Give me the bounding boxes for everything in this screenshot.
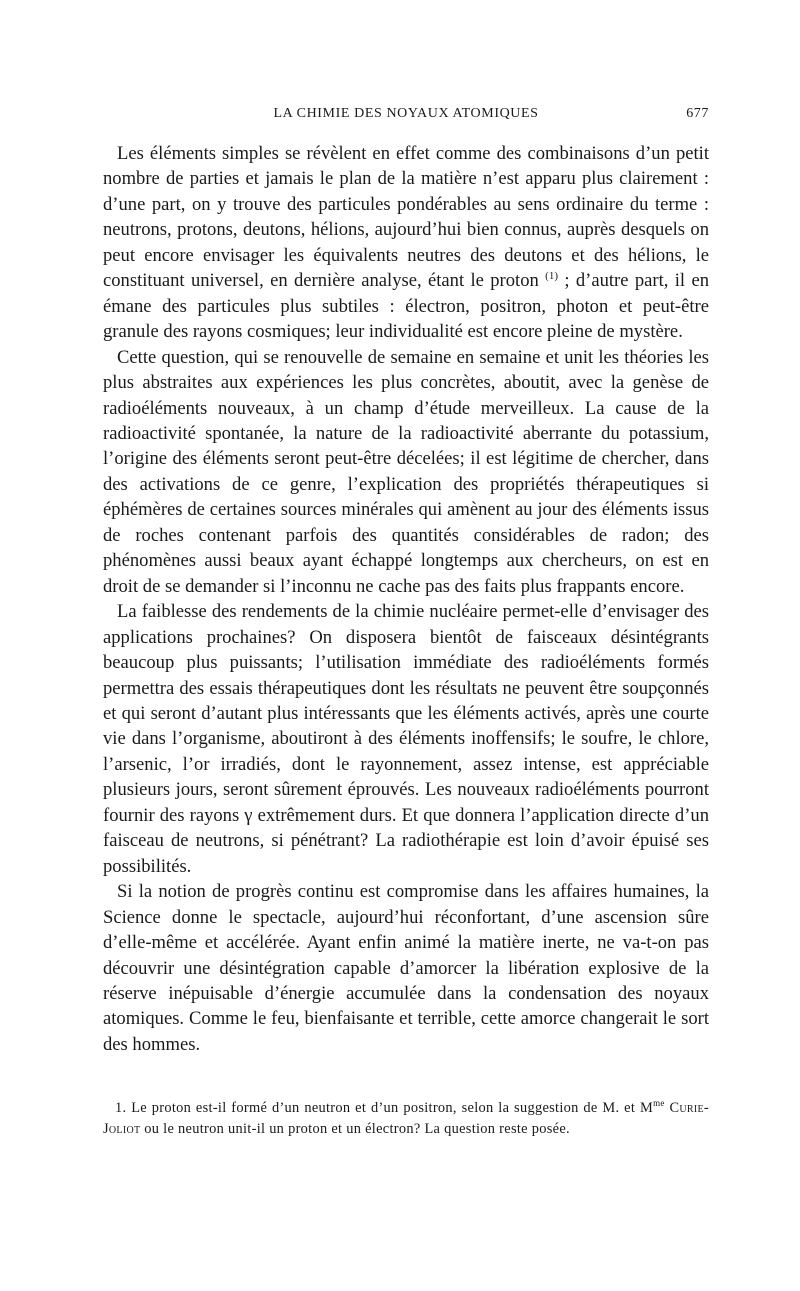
paragraph-3: La faiblesse des rendements de la chimie nucléaire permet-elle d’envisager des applications prochaines? On disposera bientôt de faisceaux désintégrants beaucoup plus puissants; l’utilisation immédiate des radioéléments formés permettra des essais thérapeutiques dont les résultats ne peuvent être soupçonnés et qui seront d’autant plus intéressants que les éléments activés, après une courte vie dans l’organisme, aboutiront à des éléments inoffensifs; le soufre, le chlore, l’arsenic, l’or irradiés, dont le rayonnement, assez intense, est appréciable plusieurs jours, seront sûrement éprouvés. Les nouveaux radioéléments pourront fournir des rayons γ extrêmement durs. Et que donnera l’application directe d’un faisceau de neutrons, si pénétrant? La radiothérapie est loin d’avoir épuisé ses possibilités. <box>103 601 709 877</box>
paragraph-2: Cette question, qui se renouvelle de semaine en semaine et unit les théories les plus abstraites aux expériences les plus concrètes, aboutit, avec la genèse de radioéléments nouveaux, à un champ d’étude merveilleux. La cause de la radioactivité spontanée, la nature de la radioactivité aberrante du potassium, l’origine des éléments seront peut-être décelées; il est légitime de chercher, dans des activations de ce genre, l’explication des propriétés thérapeutiques si éphémères de certaines sources minérales qui amènent au jour des éléments issus de roches contenant parfois des quantités considérables de radon; des phénomènes aussi beaux ayant échappé longtemps aux chercheurs, on est en droit de se demander si l’inconnu ne cache pas des faits plus frappants encore. <box>103 346 709 597</box>
footnote-text-b: ou le neutron unit-il un proton et un électron? La question reste posée. <box>140 1121 570 1137</box>
page-number: 677 <box>686 106 709 121</box>
body-text <box>103 141 709 1057</box>
paragraph-1 <box>103 141 709 345</box>
running-title: LA CHIMIE DES NOYAUX ATOMIQUES <box>273 106 539 121</box>
paragraph-4: Si la notion de progrès continu est compromise dans les affaires humaines, la Science donne le spectacle, aujourd’hui réconfortant, d’une ascension sûre d’elle-même et accélérée. Ayant enfin animé la matière inerte, ne va-t-on pas découvrir une désintégration capable d’amorcer la libération explosive de la réserve inépuisable d’énergie accumulée dans la condensation des noyaux atomiques. Comme le feu, bienfaisante et terrible, cette amorce changerait le sort des hommes. <box>103 881 709 1055</box>
footnote-reference: (1) <box>545 270 558 283</box>
paragraph-1-text-a: Les éléments simples se révèlent en effet comme des combinaisons d’un petit nombre de parties et jamais le plan de la matière n’est apparu plus clairement : d’une part, on y trouve des particules pondérables au sens ordinaire du terme : neutrons, protons, deutons, hélions, aujourd’hui bien connus, auprès desquels on peut encore envisager les équivalents neutres des deutons et des hélions, le constituant universel, en dernière analyse, étant le proton <box>103 143 709 292</box>
footnote-superscript: me <box>653 1098 665 1109</box>
footnote-author-name: Curie-Joliot <box>103 1100 709 1137</box>
footnote <box>103 1098 709 1140</box>
paragraph-1-text-b: ; d’autre part, il en émane des particules plus subtiles : électron, positron, photon et peut-être granule des rayons cosmiques; leur individualité est encore pleine de mystère. <box>103 270 709 343</box>
footnote-text-a: 1. Le proton est-il formé d’un neutron et d’un positron, selon la suggestion de M. et M <box>115 1100 654 1116</box>
footnote-1 <box>103 1098 709 1140</box>
page-header <box>103 106 709 128</box>
